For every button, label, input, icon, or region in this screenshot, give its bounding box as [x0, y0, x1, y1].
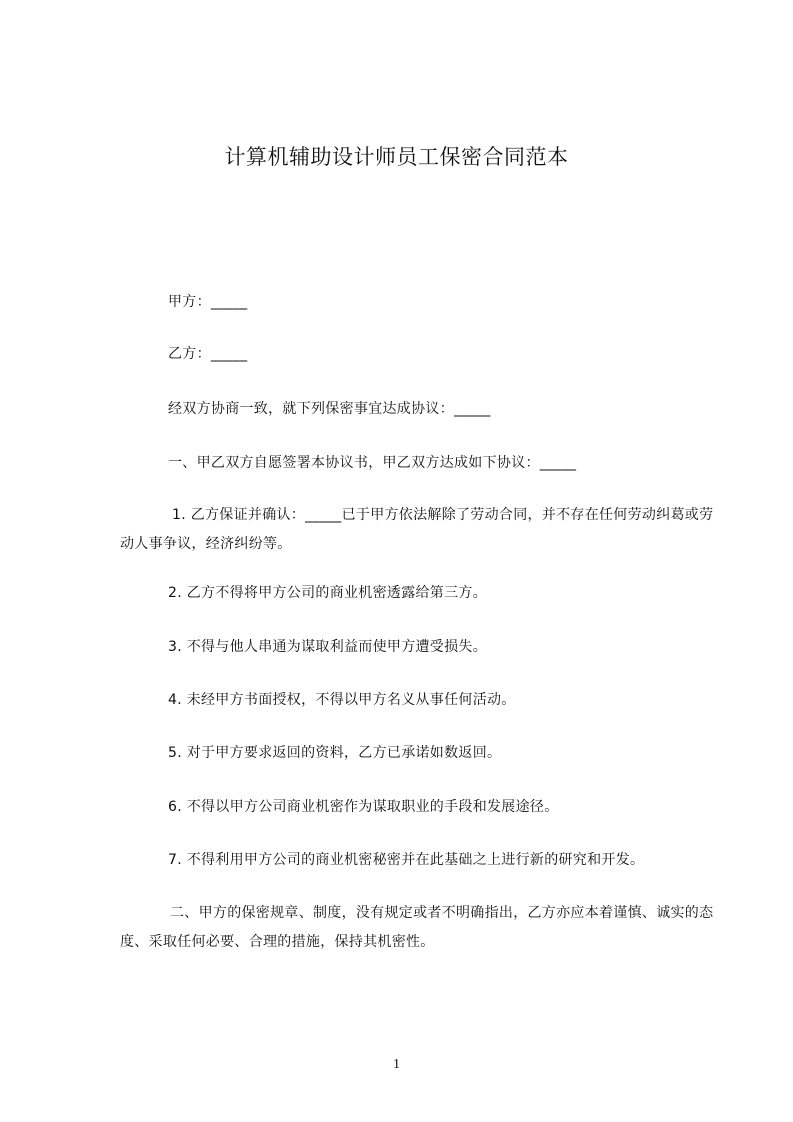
agreement-intro [120, 395, 720, 424]
clause-4 [120, 686, 720, 715]
party-b-line [120, 340, 720, 369]
paragraph-text: 甲方：_____ [168, 294, 248, 310]
paragraph-text: 经双方协商一致，就下列保密事宜达成协议：_____ [168, 401, 491, 417]
section-one-heading [120, 449, 720, 478]
paragraph-text: 7. 不得利用甲方公司的商业机密秘密并在此基础之上进行新的研究和开发。 [168, 852, 645, 868]
page-number: 1 [393, 1057, 400, 1072]
clause-7 [120, 846, 720, 875]
paragraph-text: 1. 乙方保证并确认：_____已于甲方依法解除了劳动合同，并不存在任何劳动纠葛或劳动人事争议，经济纠纷等。 [120, 507, 714, 552]
clause-2 [120, 579, 720, 608]
paragraph-text: 5. 对于甲方要求返回的资料，乙方已承诺如数返回。 [168, 745, 502, 761]
paragraph-text: 4. 未经甲方书面授权，不得以甲方名义从事任何活动。 [168, 692, 516, 708]
paragraph-text: 一、甲乙双方自愿签署本协议书，甲乙双方达成如下协议：_____ [168, 455, 577, 471]
paragraph-text: 3. 不得与他人串通为谋取利益而使甲方遭受损失。 [168, 639, 488, 655]
party-a-line [120, 288, 720, 317]
clause-6 [120, 793, 720, 822]
paragraph-text: 二、甲方的保密规章、制度，没有规定或者不明确指出，乙方亦应本着谨慎、诚实的态度、采取任何必要、合理的措施，保持其机密性。 [120, 905, 714, 950]
paragraph-text: 2. 乙方不得将甲方公司的商业机密透露给第三方。 [168, 585, 488, 601]
paragraph-text: 6. 不得以甲方公司商业机密作为谋取职业的手段和发展途径。 [168, 799, 559, 815]
document-title: 计算机辅助设计师员工保密合同范本 [224, 145, 569, 169]
section-two [120, 899, 720, 957]
clause-3 [120, 633, 720, 662]
clause-1 [120, 501, 720, 559]
paragraph-text: 乙方：_____ [168, 346, 248, 362]
clause-5 [120, 739, 720, 768]
